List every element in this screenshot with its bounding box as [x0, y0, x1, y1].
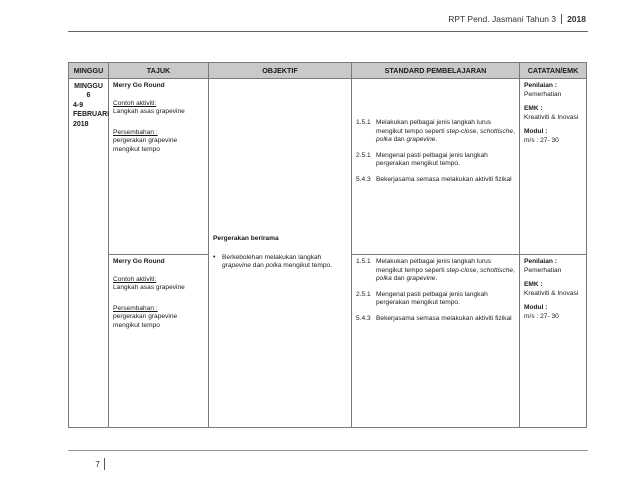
table-header-row [69, 63, 587, 79]
page-header [448, 14, 586, 24]
emk-label: EMK : [524, 105, 543, 113]
persembahan-label: Persembahan : [113, 128, 158, 136]
aktiviti-text: Langkah asas grapevine [113, 108, 185, 116]
modul-label: Modul : [524, 128, 548, 136]
modul-label: Modul : [524, 304, 548, 312]
week-dates: 4-9 FEBRUARI [73, 101, 110, 119]
document-year: 2018 [561, 14, 586, 24]
col-header-tajuk: TAJUK [109, 63, 209, 79]
week-number: MINGGU 6 [74, 83, 103, 100]
standard-item: 5.4.3 Bekerjasama semasa melakukan aktiviti fizikal [356, 314, 512, 322]
standard-item: 2.5.1 Mengenal pasti pelbagai jenis langkah pergerakan mengikut tempo. [356, 290, 488, 307]
penilaian-text: Pemerhatian [524, 90, 562, 98]
catatan-cell [520, 255, 587, 428]
footer-divider [68, 450, 588, 451]
tajuk-title: Merry Go Round [113, 82, 165, 89]
aktiviti-text: Langkah asas grapevine [113, 284, 185, 292]
standard-item: 2.5.1 Mengenal pasti pelbagai jenis langkah pergerakan mengikut tempo. [356, 151, 488, 168]
standard-item: 1.5.1 Melakukan pelbagai jenis langkah lurus mengikut tempo seperti step-close, schottische, polka dan grapevine. [356, 119, 515, 144]
modul-text: m/s : 27- 30 [524, 136, 559, 144]
col-header-standard: STANDARD PEMBELAJARAN [352, 63, 520, 79]
tajuk-title: Merry Go Round [113, 258, 165, 265]
objektif-bullet [213, 254, 347, 271]
modul-text: m/s : 27- 30 [524, 312, 559, 320]
document-title: RPT Pend. Jasmani Tahun 3 [448, 14, 557, 24]
tajuk-cell [109, 255, 209, 428]
objektif-text: Berkebolehan melakukan langkah grapevine dan polka mengikut tempo. [222, 253, 332, 270]
week-year: 2018 [73, 120, 89, 128]
persembahan-text: pergerakan grapevine mengikut tempo [113, 137, 178, 153]
bullet-icon: • [213, 253, 216, 261]
tajuk-cell [109, 79, 209, 255]
col-header-objektif: OBJEKTIF [209, 63, 352, 79]
aktiviti-label: Contoh aktiviti: [113, 99, 157, 107]
header-divider [68, 31, 588, 32]
catatan-cell [520, 79, 587, 255]
lesson-plan-table [68, 62, 587, 428]
penilaian-label: Penilaian : [524, 258, 557, 265]
col-header-catatan: CATATAN/EMK [520, 63, 587, 79]
persembahan-label: Persembahan : [113, 304, 158, 312]
col-header-minggu: MINGGU [69, 63, 109, 79]
penilaian-label: Penilaian : [524, 82, 557, 89]
persembahan-text: pergerakan grapevine mengikut tempo [113, 313, 178, 329]
standard-item: 5.4.3 Bekerjasama semasa melakukan aktiviti fizikal [356, 175, 512, 183]
page-number: 7 [95, 459, 100, 469]
standard-cell [352, 255, 520, 428]
emk-label: EMK : [524, 281, 543, 289]
table-row [69, 79, 587, 255]
footer-bar [104, 458, 105, 470]
emk-text: Kreativiti & Inovasi [524, 289, 579, 297]
standard-cell [352, 79, 520, 255]
week-cell [69, 79, 109, 428]
objektif-cell [209, 79, 352, 428]
objektif-title: Pergerakan berirama [213, 235, 279, 243]
emk-text: Kreativiti & Inovasi [524, 113, 579, 121]
page-footer [68, 458, 105, 470]
penilaian-text: Pemerhatian [524, 266, 562, 274]
aktiviti-label: Contoh aktiviti: [113, 275, 157, 283]
standard-item: 1.5.1 Melakukan pelbagai jenis langkah lurus mengikut tempo seperti step-close, schottische, polka dan grapevine. [356, 258, 515, 283]
